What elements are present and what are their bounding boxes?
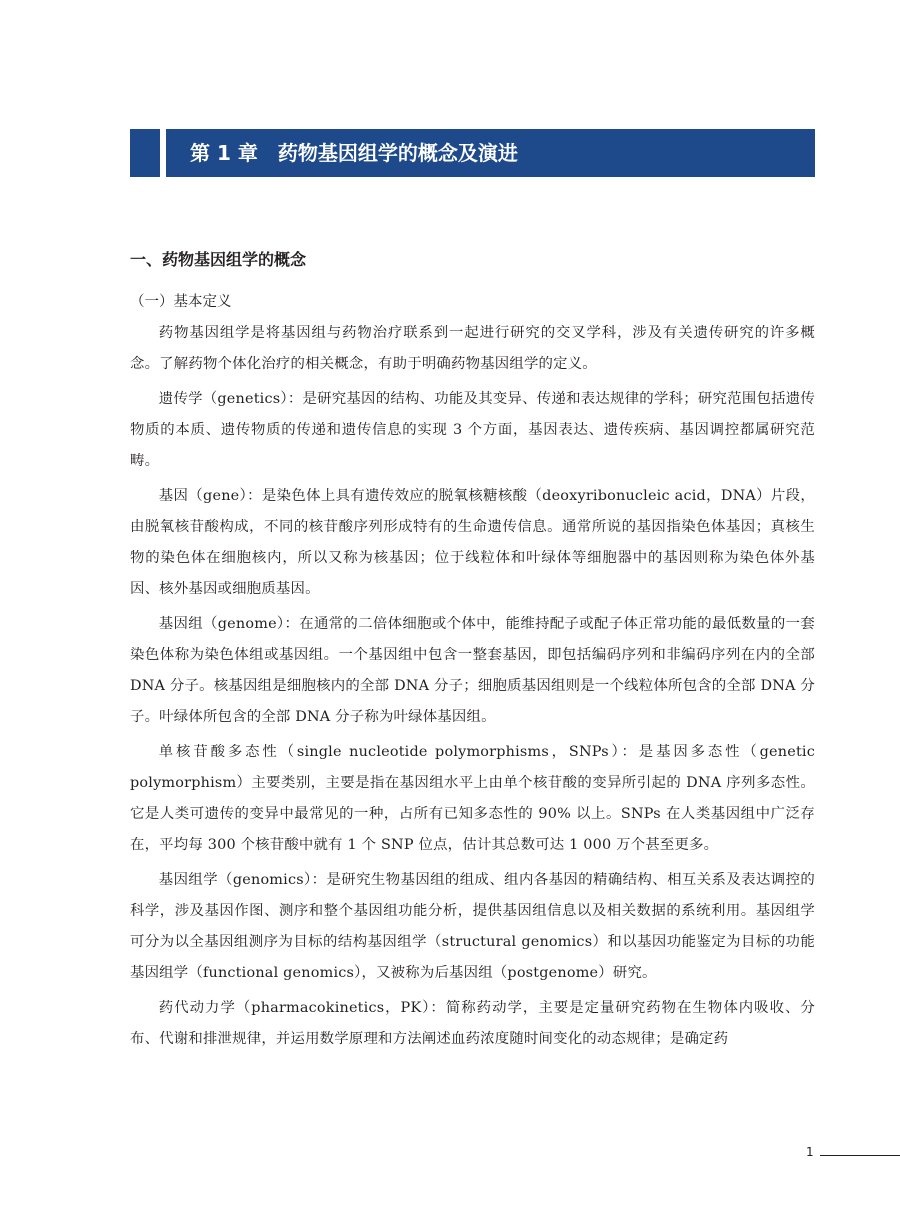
page-footer bbox=[0, 1140, 900, 1170]
paragraph-genome: 基因组（genome）：在通常的二倍体细胞或个体中，能维持配子或配子体正常功能的最低数量的一套染色体称为染色体组或基因组。一个基因组中包含一整套基因，即包括编码序列和非编码序列在内的全部 DNA 分子。核基因组是细胞核内的全部 DNA 分子；细胞质基因组则是一个线粒体所包含的全部 DNA 分子。叶绿体所包含的全部 DNA 分子称为叶绿体基因组。 bbox=[130, 616, 815, 725]
chapter-title: 第 1 章 药物基因组学的概念及演进 bbox=[190, 141, 518, 165]
paragraph-pharmacokinetics: 药代动力学（pharmacokinetics，PK）：简称药动学，主要是定量研究药物在生物体内吸收、分布、代谢和排泄规律，并运用数学原理和方法阐述血药浓度随时间变化的动态规律；是确定药 bbox=[130, 1000, 815, 1047]
paragraph-genomics: 基因组学（genomics）：是研究生物基因组的组成、组内各基因的精确结构、相互关系及表达调控的科学，涉及基因作图、测序和整个基因组功能分析，提供基因组信息以及相关数据的系统利用。基因组学可分为以全基因组测序为目标的结构基因组学（structural genomics）和以基因功能鉴定为目标的功能基因组学（functional genomics），又被称为后基因组（postgenome）研究。 bbox=[130, 872, 815, 981]
subsection-heading: （一）基本定义 bbox=[130, 294, 232, 310]
page-number: 1 bbox=[806, 1145, 814, 1159]
footer-rule bbox=[820, 1155, 900, 1156]
paragraph-genetics: 遗传学（genetics）：是研究基因的结构、功能及其变异、传递和表达规律的学科；研究范围包括遗传物质的本质、遗传物质的传递和遗传信息的实现 3 个方面，基因表达、遗传疾病、基因调控都属研究范畴。 bbox=[130, 391, 815, 469]
paragraph-snp: 单核苷酸多态性（single nucleotide polymorphisms，SNPs）：是基因多态性（genetic polymorphism）主要类别，主要是指在基因组水平上由单个核苷酸的变异所引起的 DNA 序列多态性。它是人类可遗传的变异中最常见的一种，占所有已知多态性的 90% 以上。SNPs 在人类基因组中广泛存在，平均每 300 个核苷酸中就有 1 个 SNP 位点，估计其总数可达 1 000 万个甚至更多。 bbox=[130, 744, 815, 853]
section-heading: 一、药物基因组学的概念 bbox=[130, 250, 307, 269]
paragraph-intro: 药物基因组学是将基因组与药物治疗联系到一起进行研究的交叉学科，涉及有关遗传研究的许多概念。了解药物个体化治疗的相关概念，有助于明确药物基因组学的定义。 bbox=[130, 325, 815, 372]
paragraph-gene: 基因（gene）：是染色体上具有遗传效应的脱氧核糖核酸（deoxyribonucleic acid，DNA）片段，由脱氧核苷酸构成，不同的核苷酸序列形成特有的生命遗传信息。通常所说的基因指染色体基因；真核生物的染色体在细胞核内，所以又称为核基因；位于线粒体和叶绿体等细胞器中的基因则称为染色体外基因、核外基因或细胞质基因。 bbox=[130, 488, 815, 597]
chapter-title-bar bbox=[130, 129, 815, 177]
body-text bbox=[130, 318, 815, 1059]
chapter-bar-accent-block bbox=[130, 129, 160, 177]
